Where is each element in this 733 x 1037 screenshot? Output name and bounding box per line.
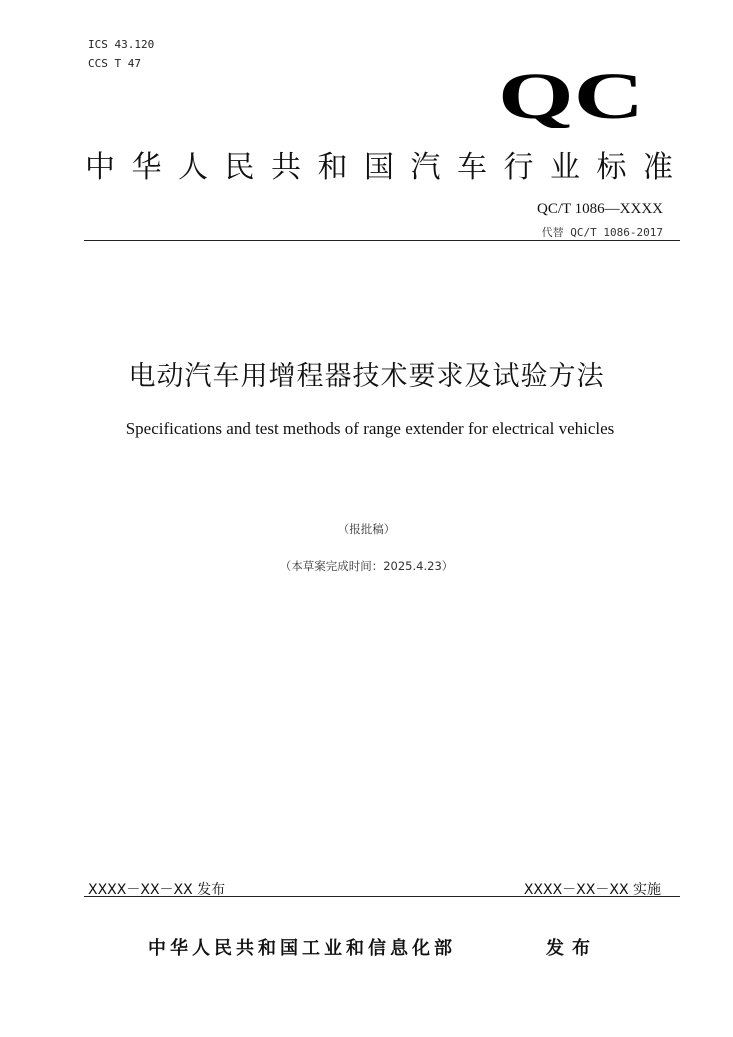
draft-status: （报批稿） — [337, 522, 396, 536]
qc-logo-text: QC — [498, 66, 644, 128]
industry-standard-title-char: 行 — [503, 150, 534, 185]
implement-date: XXXX－XX－XX 实施 — [523, 882, 661, 898]
standard-code: QC/T 1086—XXXX — [537, 201, 663, 217]
industry-standard-title-char: 汽 — [410, 150, 441, 185]
document-title-chinese: 电动汽车用增程器技术要求及试验方法 — [128, 361, 605, 392]
qc-logo — [498, 66, 644, 128]
publish-date: XXXX－XX－XX 发布 — [88, 882, 226, 898]
replaces-standard: 代替 QC/T 1086-2017 — [541, 226, 663, 239]
industry-standard-title-char: 共 — [271, 150, 301, 185]
issue-label: 发布 — [546, 938, 598, 959]
footer-divider — [84, 896, 680, 897]
draft-completion-date: （本草案完成时间：2025.4.23） — [279, 559, 454, 573]
issuing-authority: 中华人民共和国工业和信息化部 — [148, 938, 456, 959]
industry-standard-title-char: 中 — [85, 150, 115, 185]
industry-standard-title-char: 车 — [457, 150, 487, 185]
industry-standard-title-char: 准 — [643, 150, 673, 185]
ccs-code: CCS T 47 — [88, 57, 141, 70]
industry-standard-title-char: 业 — [550, 150, 580, 185]
industry-standard-title-char: 华 — [131, 150, 162, 185]
document-title-english: Specifications and test methods of range extender for electrical vehicles — [125, 419, 615, 438]
industry-standard-title-char: 和 — [317, 150, 348, 185]
industry-standard-title — [85, 142, 673, 186]
industry-standard-title-char: 民 — [224, 150, 255, 185]
industry-standard-title-char: 标 — [596, 150, 627, 185]
industry-standard-title-char: 人 — [178, 150, 208, 185]
header-divider — [84, 240, 680, 241]
ics-code: ICS 43.120 — [88, 38, 155, 51]
industry-standard-title-char: 国 — [364, 150, 394, 185]
